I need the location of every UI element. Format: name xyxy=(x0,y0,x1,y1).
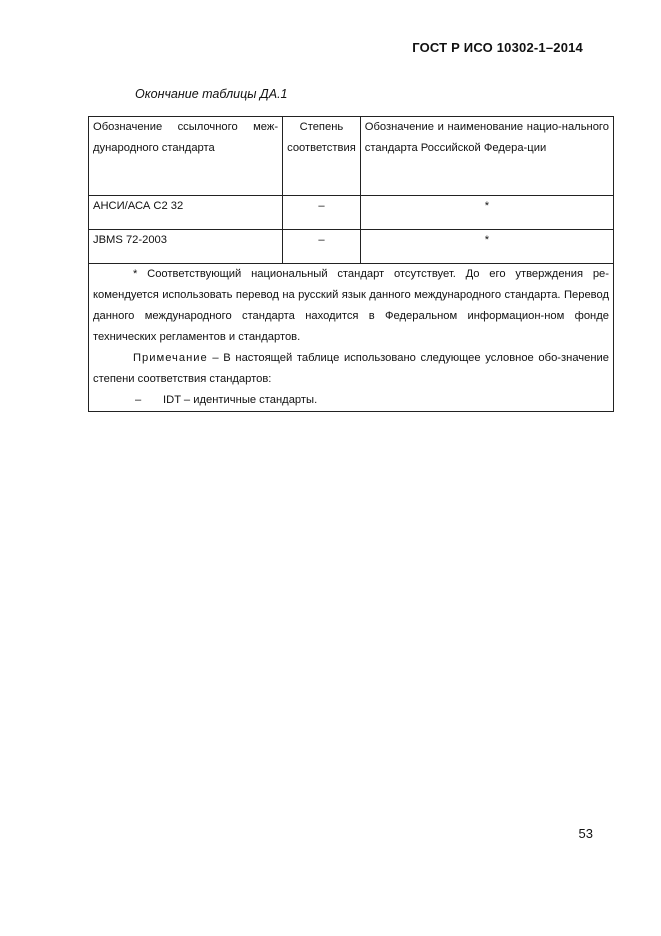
list-item xyxy=(93,390,609,411)
table-row xyxy=(89,230,614,264)
footnote-cell xyxy=(89,264,614,412)
cell-national-standard: * xyxy=(360,196,613,230)
page-number: 53 xyxy=(578,826,593,841)
table-caption: Окончание таблицы ДА.1 xyxy=(135,87,288,101)
list-dash: – xyxy=(135,394,142,406)
footnote-text: * Соответствующий национальный стандарт отсутствует. До его утверждения ре-комендуется использовать перевод на русский язык данного международного стандарта. Перевод данного международного стандарта находится в Федеральном информацион-ном фонде технических регламентов и стандартов. xyxy=(93,268,609,343)
table-footnote-row xyxy=(89,264,614,412)
table-row xyxy=(89,196,614,230)
note-paragraph xyxy=(93,348,609,390)
cell-degree: – xyxy=(283,196,361,230)
cell-ref-standard: JBMS 72-2003 xyxy=(89,230,283,264)
document-code: ГОСТ Р ИСО 10302-1–2014 xyxy=(412,40,583,55)
note-label: Примечание xyxy=(133,352,208,364)
header-international-standard: Обозначение ссылочного меж-дународного стандарта xyxy=(89,117,283,196)
list-item-text: IDT – идентичные стандарты. xyxy=(163,394,318,406)
header-national-standard: Обозначение и наименование нацио-нального стандарта Российской Федера-ции xyxy=(360,117,613,196)
cell-ref-standard: АНСИ/АСА С2 32 xyxy=(89,196,283,230)
header-degree-of-correspondence: Степень соответствия xyxy=(283,117,361,196)
cell-degree: – xyxy=(283,230,361,264)
table-header-row xyxy=(89,117,614,196)
note-text: – В настоящей таблице использовано следующее условное обо-значение степени соответствия стандартов: xyxy=(93,352,609,385)
cell-national-standard: * xyxy=(360,230,613,264)
reference-standards-table xyxy=(88,116,614,412)
